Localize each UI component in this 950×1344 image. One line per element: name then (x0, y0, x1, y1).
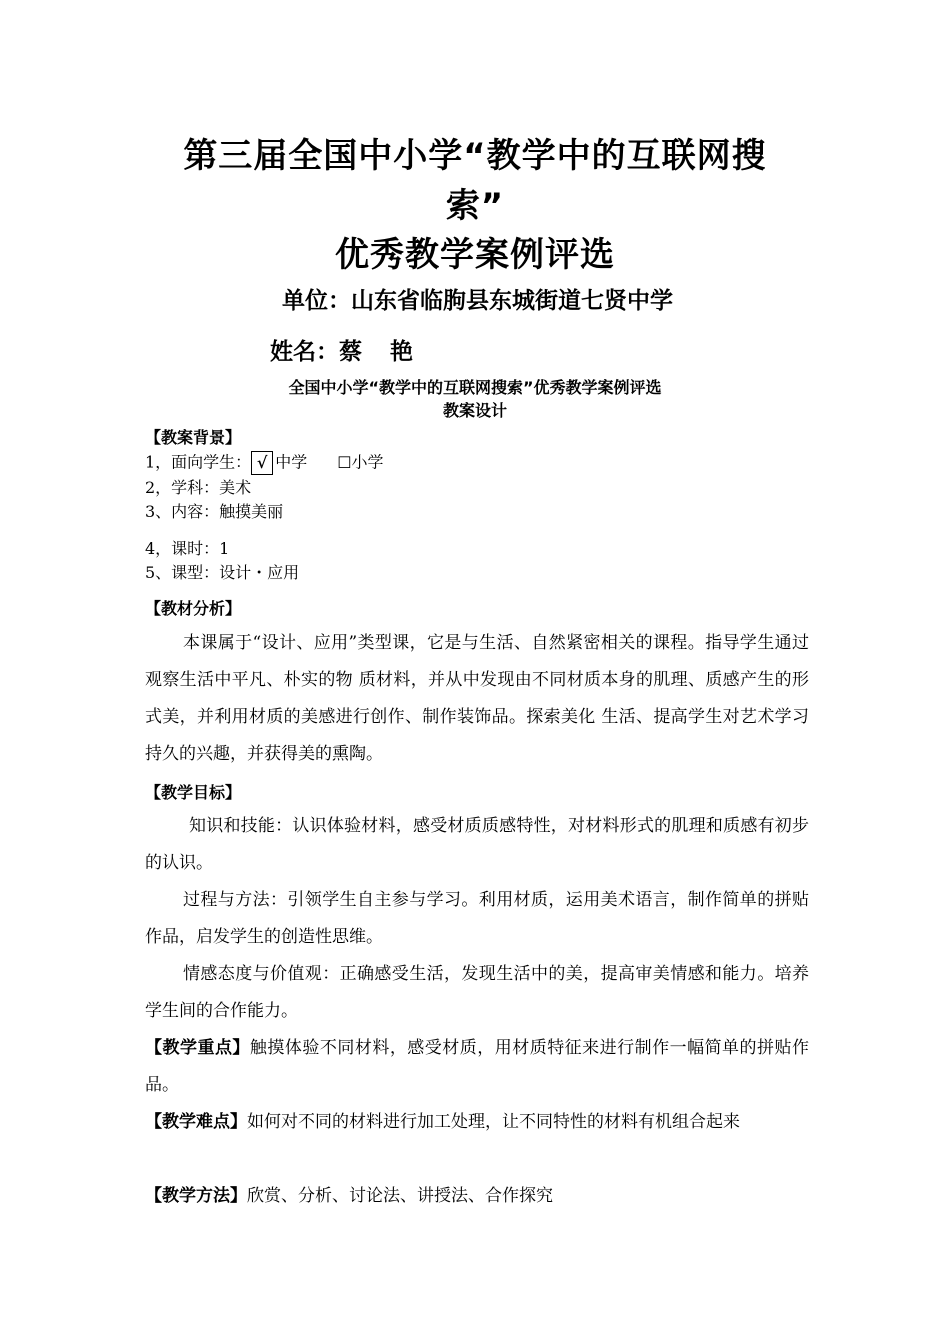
option-primary-school: 小学 (351, 452, 384, 472)
goal-process: 过程与方法：引领学生自主参与学习。利用材质，运用美术语言，制作简单的拼贴作品，启发学生的创造性思维。 (145, 890, 809, 947)
key-point-header: 【教学重点】 (145, 1038, 250, 1058)
audience-line (145, 451, 384, 475)
difficulty-paragraph (145, 1104, 809, 1141)
analysis-paragraph: 本课属于“设计、应用”类型课，它是与生活、自然紧密相关的课程。指导学生通过观察生活中平凡、朴实的物 质材料，并从中发现由不同材质本身的肌理、质感产生的形式美，并利用材质的美感进行创作、制作装饰品。探索美化 生活、提高学生对艺术学习持久的兴趣，并获得美的熏陶。 (145, 633, 809, 764)
type-line: 5、课型：设计・应用 (145, 563, 300, 582)
goals-header: 【教学目标】 (145, 783, 242, 802)
option-middle-school: 中学 (275, 452, 308, 472)
author-line (270, 338, 441, 366)
difficulty-header: 【教学难点】 (145, 1112, 247, 1132)
content-line: 3、内容：触摸美丽 (145, 502, 284, 521)
main-title-line-2: 索” (445, 186, 505, 226)
main-title-line-3: 优秀教学案例评选 (335, 235, 615, 275)
main-title-line-1: 第三届全国中小学“教学中的互联网搜 (183, 136, 767, 176)
author-label: 姓名： (270, 339, 339, 365)
author-name: 蔡艳 (339, 339, 441, 365)
checkbox-primary-school[interactable]: ☐ (337, 452, 352, 472)
key-point-paragraph (145, 1030, 809, 1104)
checkbox-middle-school[interactable]: √ (251, 451, 273, 475)
hours-line: 4，课时：1 (145, 539, 230, 558)
difficulty-text: 如何对不同的材料进行加工处理，让不同特性的材料有机组合起来 (247, 1112, 740, 1132)
analysis-header: 【教材分析】 (145, 599, 242, 618)
unit-line: 单位：山东省临朐县东城街道七贤中学 (282, 288, 673, 314)
methods-paragraph (145, 1178, 809, 1215)
background-header: 【教案背景】 (145, 428, 242, 447)
methods-text: 欣赏、分析、讨论法、讲授法、合作探究 (247, 1186, 553, 1206)
goal-emotion: 情感态度与价值观：正确感受生活，发现生活中的美，提高审美情感和能力。培养学生间的合作能力。 (145, 964, 809, 1021)
subtitle-line-1: 全国中小学“教学中的互联网搜索”优秀教学案例评选 (288, 378, 662, 397)
key-point-text: 触摸体验不同材料，感受材质，用材质特征来进行制作一幅简单的拼贴作品。 (145, 1038, 810, 1095)
audience-label: 1，面向学生： (145, 452, 252, 472)
goal-knowledge: 知识和技能：认识体验材料，感受材质质感特性，对材料形式的肌理和质感有初步的认识。 (145, 816, 809, 873)
subject-line: 2，学科：美术 (145, 478, 252, 497)
subtitle-line-2: 教案设计 (442, 401, 507, 420)
methods-header: 【教学方法】 (145, 1186, 247, 1206)
